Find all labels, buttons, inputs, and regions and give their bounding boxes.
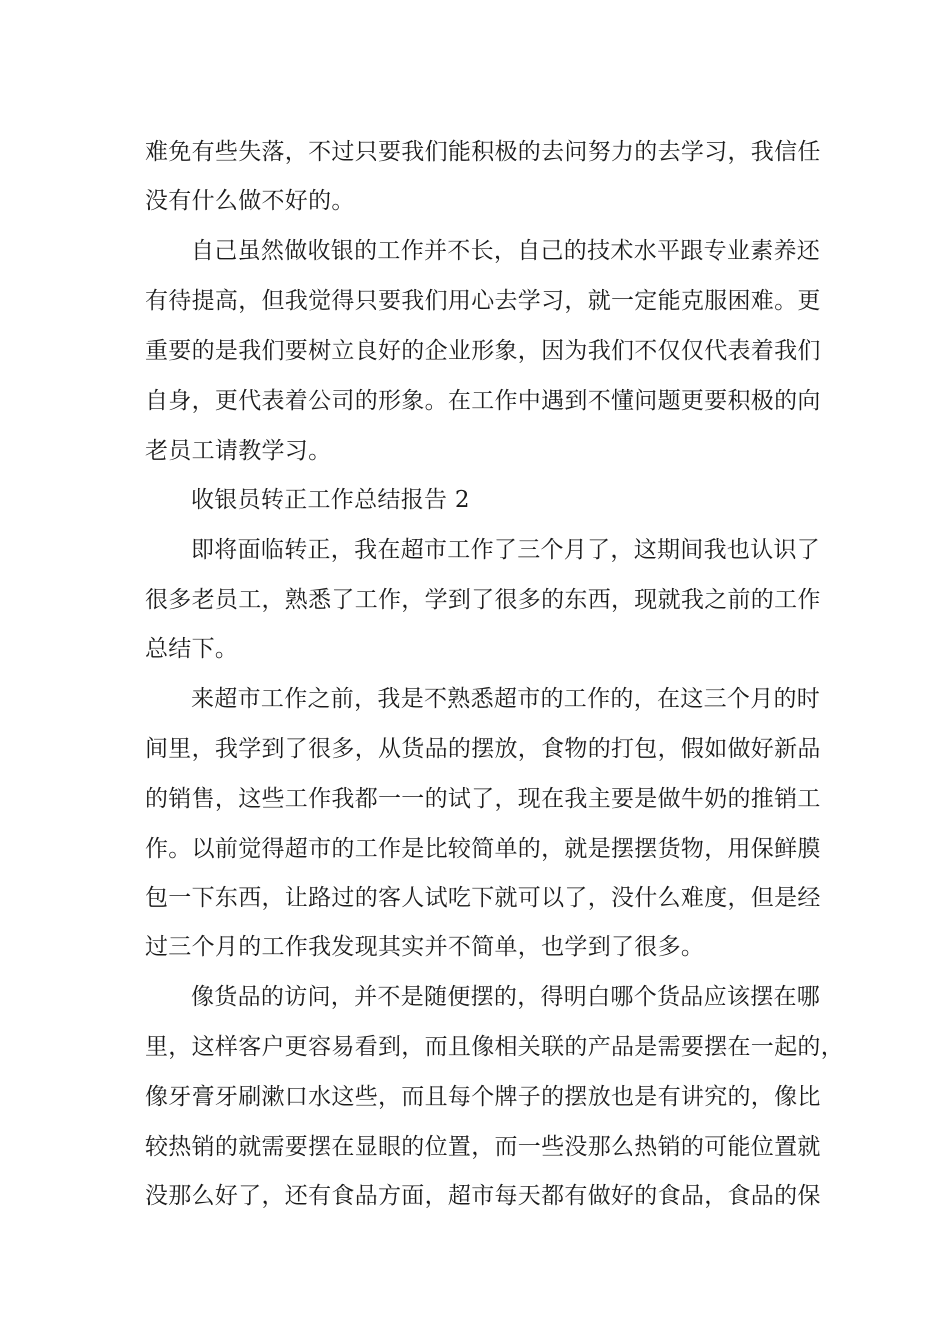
text-line: 作。以前觉得超市的工作是比较简单的，就是摆摆货物，用保鲜膜 xyxy=(145,836,821,862)
text-line: 即将面临转正，我在超市工作了三个月了，这期间我也认识了 xyxy=(191,537,821,563)
text-line: 像牙膏牙刷漱口水这些，而且每个牌子的摆放也是有讲究的，像比 xyxy=(145,1084,821,1110)
text-line: 有待提高，但我觉得只要我们用心去学习，就一定能克服困难。更 xyxy=(145,288,821,314)
text-line: 自己虽然做收银的工作并不长，自己的技术水平跟专业素养还 xyxy=(191,238,821,264)
text-line: 较热销的就需要摆在显眼的位置，而一些没那么热销的可能位置就 xyxy=(145,1134,821,1160)
text-line: 间里，我学到了很多，从货品的摆放，食物的打包，假如做好新品 xyxy=(145,736,821,762)
text-line: 总结下。 xyxy=(145,636,239,662)
text-line: 没有什么做不好的。 xyxy=(145,188,355,214)
text-line: 没那么好了，还有食品方面，超市每天都有做好的食品，食品的保 xyxy=(145,1183,821,1209)
section-heading: 收银员转正工作总结报告 2 xyxy=(191,487,470,513)
text-line: 很多老员工，熟悉了工作，学到了很多的东西，现就我之前的工作 xyxy=(145,587,821,613)
text-line: 难免有些失落，不过只要我们能积极的去问努力的去学习，我信任 xyxy=(145,139,821,165)
text-line: 的销售，这些工作我都一一的试了，现在我主要是做牛奶的推销工 xyxy=(145,786,821,812)
text-line: 像货品的访问，并不是随便摆的，得明白哪个货品应该摆在哪 xyxy=(191,984,821,1010)
text-line: 来超市工作之前，我是不熟悉超市的工作的，在这三个月的时 xyxy=(191,686,821,712)
text-line: 里，这样客户更容易看到，而且像相关联的产品是需要摆在一起的， xyxy=(145,1034,844,1060)
text-line: 重要的是我们要树立良好的企业形象，因为我们不仅仅代表着我们 xyxy=(145,338,821,364)
text-line: 老员工请教学习。 xyxy=(145,438,332,464)
text-line: 过三个月的工作我发现其实并不简单，也学到了很多。 xyxy=(145,934,705,960)
text-line: 自身，更代表着公司的形象。在工作中遇到不懂问题更要积极的向 xyxy=(145,388,821,414)
text-line: 包一下东西，让路过的客人试吃下就可以了，没什么难度，但是经 xyxy=(145,885,821,911)
